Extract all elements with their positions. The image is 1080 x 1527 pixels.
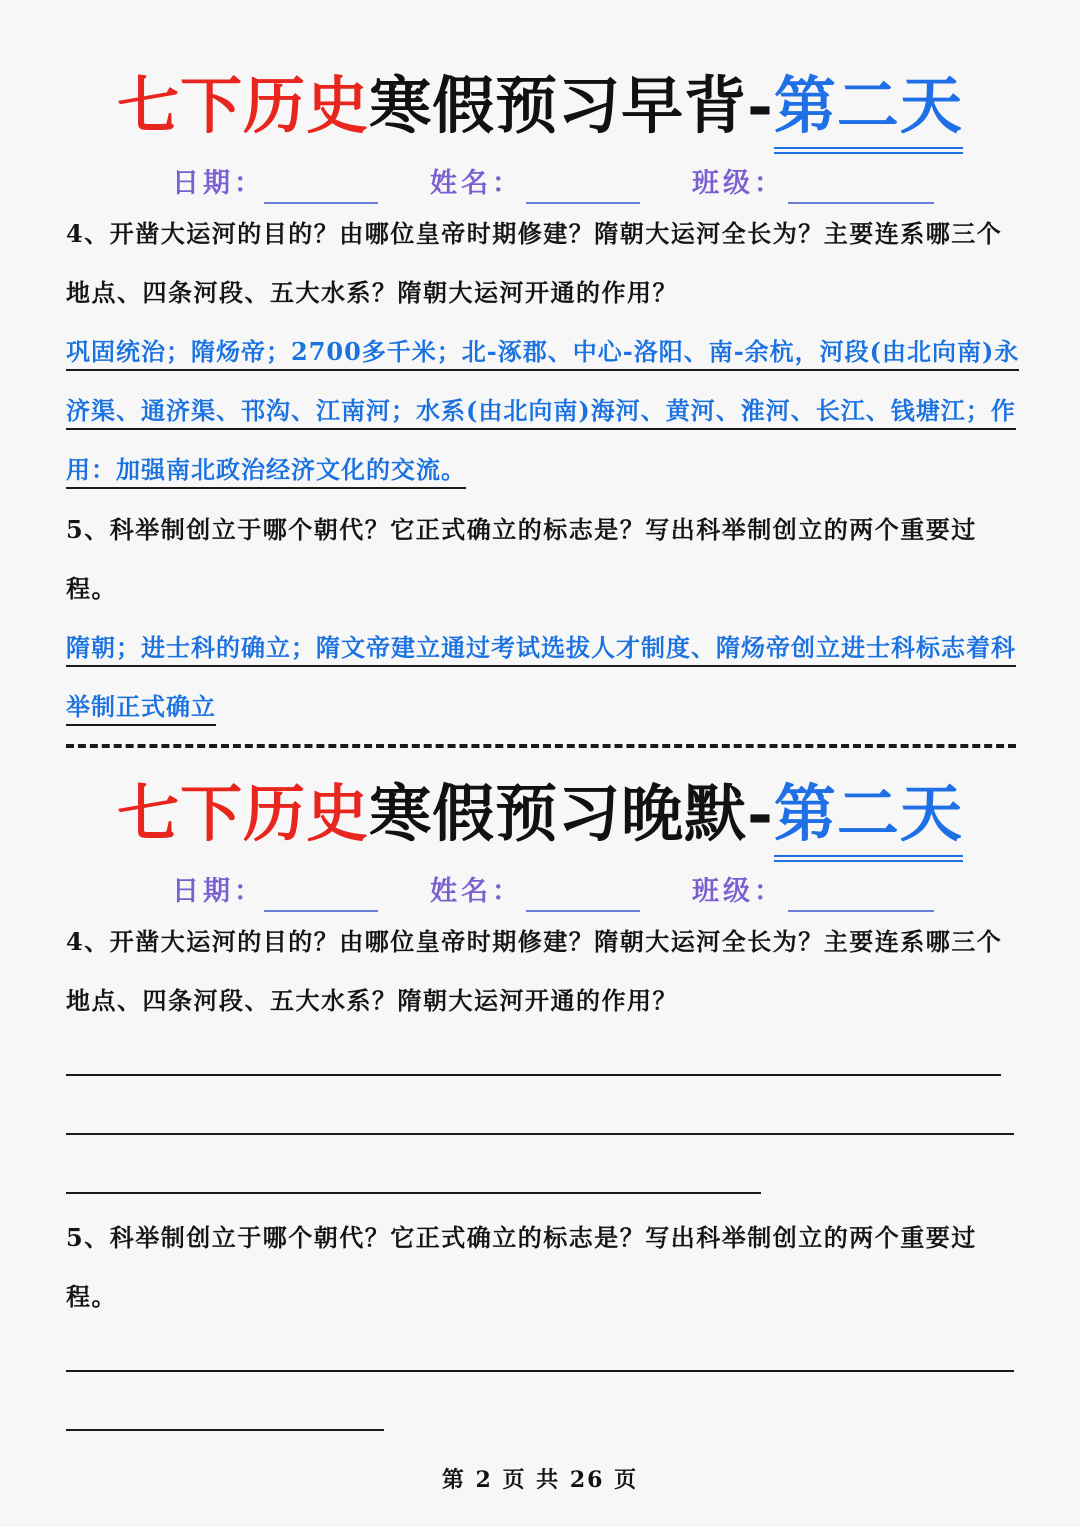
morning-meta-row [0, 164, 1080, 204]
morning-date-label: 日期： [172, 168, 265, 199]
evening-class-label: 班级： [692, 876, 785, 907]
evening-answer-5-line-2[interactable] [66, 1429, 384, 1431]
evening-name-label: 姓名： [430, 876, 523, 907]
morning-answer-5 [66, 618, 1021, 736]
morning-answer-4-text: 巩固统治；隋炀帝；2700多千米；北-涿郡、中心-洛阳、南-余杭，河段(由北向南)永济渠、通济渠、邗沟、江南河；水系(由北向南)海河、黄河、淮河、长江、钱塘江；作用：加强南北政治经济文化的交流。 [66, 337, 1019, 489]
evening-answer-4-line-2[interactable] [66, 1133, 1014, 1135]
morning-title-red: 七下历史 [117, 69, 370, 142]
morning-title [0, 66, 1080, 148]
section-divider [66, 744, 1016, 748]
evening-answer-4-line-1[interactable] [66, 1074, 1001, 1076]
page-number: 第 2 页 共 26 页 [441, 1467, 639, 1493]
morning-class-label: 班级： [692, 168, 785, 199]
morning-question-4: 4、开凿大运河的目的？由哪位皇帝时期修建？隋朝大运河全长为？主要连系哪三个地点、四条河段、五大水系？隋朝大运河开通的作用？ [66, 219, 1003, 307]
evening-question-4: 4、开凿大运河的目的？由哪位皇帝时期修建？隋朝大运河全长为？主要连系哪三个地点、四条河段、五大水系？隋朝大运河开通的作用？ [66, 927, 1003, 1015]
evening-title-black: 寒假预习晚默- [369, 777, 774, 850]
morning-title-blue: 第二天 [774, 66, 963, 148]
evening-question-5: 5、科举制创立于哪个朝代？它正式确立的标志是？写出科举制创立的两个重要过程。 [66, 1223, 977, 1311]
evening-title-blue: 第二天 [774, 774, 963, 856]
evening-answer-4-line-3[interactable] [66, 1192, 761, 1194]
morning-answer-5-text: 隋朝；进士科的确立；隋文帝建立通过考试选拔人才制度、隋炀帝创立进士科标志着科举制正式确立 [66, 633, 1016, 726]
evening-answer-5-line-1[interactable] [66, 1370, 1014, 1372]
evening-meta-row [0, 872, 1080, 912]
evening-title-red: 七下历史 [117, 777, 370, 850]
morning-question-5: 5、科举制创立于哪个朝代？它正式确立的标志是？写出科举制创立的两个重要过程。 [66, 515, 977, 603]
evening-date-label: 日期： [172, 876, 265, 907]
morning-title-black: 寒假预习早背- [369, 69, 774, 142]
evening-title [0, 774, 1080, 856]
morning-name-label: 姓名： [430, 168, 523, 199]
morning-answer-4 [66, 322, 1036, 499]
